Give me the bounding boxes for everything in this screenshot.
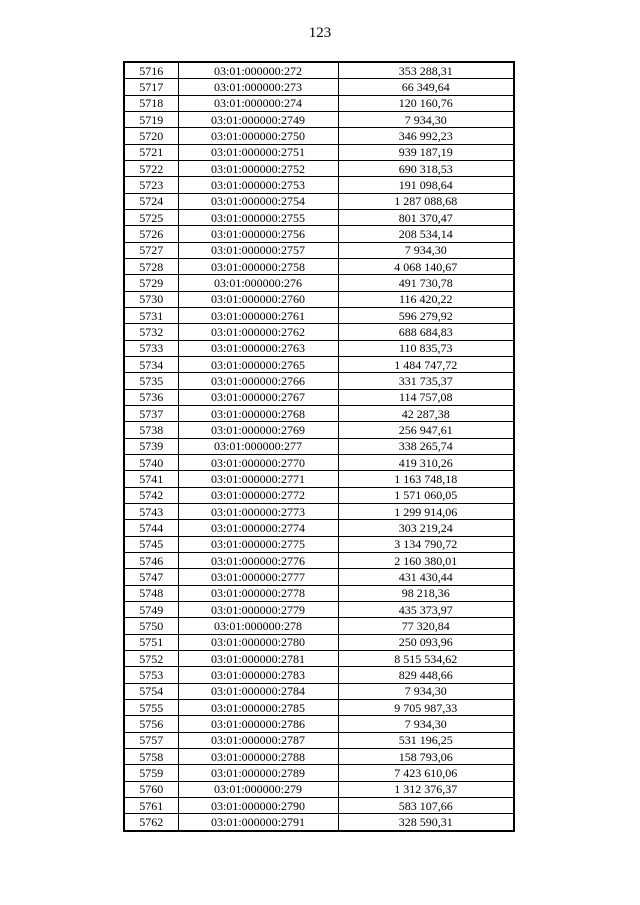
cell-cadastral-number: 03:01:000000:2769 [178,422,338,438]
cell-cadastral-number: 03:01:000000:2790 [178,797,338,813]
table-row [124,242,514,258]
table-row [124,765,514,781]
cell-cadastral-number: 03:01:000000:2761 [178,308,338,324]
cell-value: 9 705 987,33 [338,699,514,715]
table-row [124,536,514,552]
cell-value: 116 420,22 [338,291,514,307]
cell-value: 583 107,66 [338,797,514,813]
table-row [124,226,514,242]
cell-row-id: 5744 [124,520,178,536]
cell-cadastral-number: 03:01:000000:2778 [178,585,338,601]
cell-row-id: 5739 [124,438,178,454]
cell-cadastral-number: 03:01:000000:2783 [178,667,338,683]
cell-row-id: 5761 [124,797,178,813]
table-row [124,144,514,160]
cell-row-id: 5752 [124,650,178,666]
cell-value: 801 370,47 [338,210,514,226]
table-row [124,389,514,405]
cell-row-id: 5734 [124,357,178,373]
cell-cadastral-number: 03:01:000000:2786 [178,716,338,732]
cell-row-id: 5742 [124,487,178,503]
cell-value: 419 310,26 [338,455,514,471]
cell-cadastral-number: 03:01:000000:273 [178,79,338,95]
cell-row-id: 5729 [124,275,178,291]
cell-value: 346 992,23 [338,128,514,144]
cell-value: 4 068 140,67 [338,259,514,275]
cell-value: 1 287 088,68 [338,193,514,209]
table-row [124,683,514,699]
cell-value: 42 287,38 [338,406,514,422]
cell-row-id: 5719 [124,112,178,128]
cell-value: 353 288,31 [338,62,514,79]
table-row [124,79,514,95]
cell-row-id: 5731 [124,308,178,324]
cell-row-id: 5726 [124,226,178,242]
cell-value: 491 730,78 [338,275,514,291]
cell-value: 191 098,64 [338,177,514,193]
cell-row-id: 5733 [124,340,178,356]
cell-row-id: 5737 [124,406,178,422]
cell-row-id: 5736 [124,389,178,405]
cell-value: 98 218,36 [338,585,514,601]
cell-value: 1 163 748,18 [338,471,514,487]
cell-cadastral-number: 03:01:000000:272 [178,62,338,79]
table-row [124,732,514,748]
cell-row-id: 5748 [124,585,178,601]
cell-cadastral-number: 03:01:000000:2789 [178,765,338,781]
cell-cadastral-number: 03:01:000000:2771 [178,471,338,487]
cell-cadastral-number: 03:01:000000:2750 [178,128,338,144]
cell-cadastral-number: 03:01:000000:2775 [178,536,338,552]
cell-value: 338 265,74 [338,438,514,454]
cell-cadastral-number: 03:01:000000:2768 [178,406,338,422]
cell-row-id: 5743 [124,503,178,519]
table-row [124,716,514,732]
cell-row-id: 5717 [124,79,178,95]
cell-value: 2 160 380,01 [338,552,514,568]
cell-row-id: 5746 [124,552,178,568]
cell-row-id: 5741 [124,471,178,487]
table-row [124,650,514,666]
cell-cadastral-number: 03:01:000000:2762 [178,324,338,340]
cell-value: 431 430,44 [338,569,514,585]
cell-row-id: 5740 [124,455,178,471]
cell-row-id: 5728 [124,259,178,275]
cell-value: 1 299 914,06 [338,503,514,519]
cell-row-id: 5751 [124,634,178,650]
table-row [124,340,514,356]
cell-row-id: 5724 [124,193,178,209]
cell-cadastral-number: 03:01:000000:276 [178,275,338,291]
cell-cadastral-number: 03:01:000000:2776 [178,552,338,568]
cell-cadastral-number: 03:01:000000:2772 [178,487,338,503]
cell-value: 120 160,76 [338,95,514,111]
table-row [124,487,514,503]
cell-cadastral-number: 03:01:000000:2770 [178,455,338,471]
cell-row-id: 5750 [124,618,178,634]
cell-row-id: 5749 [124,601,178,617]
cell-cadastral-number: 03:01:000000:2758 [178,259,338,275]
cell-value: 829 448,66 [338,667,514,683]
cell-value: 7 423 610,06 [338,765,514,781]
cell-value: 690 318,53 [338,161,514,177]
cell-row-id: 5722 [124,161,178,177]
table-row [124,95,514,111]
cell-row-id: 5716 [124,62,178,79]
cell-value: 596 279,92 [338,308,514,324]
cell-row-id: 5754 [124,683,178,699]
cell-value: 3 134 790,72 [338,536,514,552]
cell-cadastral-number: 03:01:000000:2785 [178,699,338,715]
table-row [124,112,514,128]
cell-cadastral-number: 03:01:000000:278 [178,618,338,634]
table-row [124,324,514,340]
cell-cadastral-number: 03:01:000000:2774 [178,520,338,536]
table-row [124,259,514,275]
cell-value: 7 934,30 [338,112,514,128]
cell-value: 435 373,97 [338,601,514,617]
cell-cadastral-number: 03:01:000000:2756 [178,226,338,242]
table-row [124,634,514,650]
table-row [124,552,514,568]
cell-row-id: 5730 [124,291,178,307]
cell-row-id: 5732 [124,324,178,340]
table-row [124,62,514,79]
cell-value: 939 187,19 [338,144,514,160]
cell-row-id: 5757 [124,732,178,748]
cell-cadastral-number: 03:01:000000:2757 [178,242,338,258]
cell-value: 328 590,31 [338,814,514,831]
table-row [124,520,514,536]
table-row [124,601,514,617]
cell-value: 7 934,30 [338,242,514,258]
cell-row-id: 5759 [124,765,178,781]
cell-row-id: 5745 [124,536,178,552]
cell-value: 7 934,30 [338,716,514,732]
cell-cadastral-number: 03:01:000000:2773 [178,503,338,519]
table-row [124,503,514,519]
cell-value: 114 757,08 [338,389,514,405]
cell-cadastral-number: 03:01:000000:2755 [178,210,338,226]
cell-row-id: 5718 [124,95,178,111]
cell-cadastral-number: 03:01:000000:2777 [178,569,338,585]
cell-value: 208 534,14 [338,226,514,242]
table-row [124,210,514,226]
cell-cadastral-number: 03:01:000000:2753 [178,177,338,193]
table-row [124,455,514,471]
table-row [124,373,514,389]
cell-value: 688 684,83 [338,324,514,340]
table-row [124,177,514,193]
table-row [124,569,514,585]
cell-row-id: 5762 [124,814,178,831]
cell-value: 250 093,96 [338,634,514,650]
data-table [123,61,515,832]
table-row [124,781,514,797]
cell-value: 110 835,73 [338,340,514,356]
table-row [124,422,514,438]
cell-cadastral-number: 03:01:000000:2766 [178,373,338,389]
cell-value: 331 735,37 [338,373,514,389]
cell-cadastral-number: 03:01:000000:274 [178,95,338,111]
table-row [124,275,514,291]
table-row [124,814,514,831]
cell-value: 1 312 376,37 [338,781,514,797]
cell-value: 8 515 534,62 [338,650,514,666]
cell-value: 7 934,30 [338,683,514,699]
cell-row-id: 5735 [124,373,178,389]
cell-cadastral-number: 03:01:000000:2763 [178,340,338,356]
cell-cadastral-number: 03:01:000000:2754 [178,193,338,209]
table-row [124,438,514,454]
cell-cadastral-number: 03:01:000000:2760 [178,291,338,307]
cell-cadastral-number: 03:01:000000:2749 [178,112,338,128]
table-row [124,471,514,487]
cell-cadastral-number: 03:01:000000:2784 [178,683,338,699]
cell-cadastral-number: 03:01:000000:2765 [178,357,338,373]
cell-cadastral-number: 03:01:000000:2787 [178,732,338,748]
cell-row-id: 5721 [124,144,178,160]
cell-cadastral-number: 03:01:000000:279 [178,781,338,797]
cell-row-id: 5756 [124,716,178,732]
table-row [124,748,514,764]
table-row [124,161,514,177]
cell-value: 77 320,84 [338,618,514,634]
data-table-body [124,62,514,831]
table-row [124,308,514,324]
cell-value: 1 484 747,72 [338,357,514,373]
cell-cadastral-number: 03:01:000000:2788 [178,748,338,764]
cell-cadastral-number: 03:01:000000:2781 [178,650,338,666]
cell-cadastral-number: 03:01:000000:277 [178,438,338,454]
cell-row-id: 5727 [124,242,178,258]
table-row [124,406,514,422]
cell-value: 66 349,64 [338,79,514,95]
cell-value: 303 219,24 [338,520,514,536]
cell-value: 158 793,06 [338,748,514,764]
cell-row-id: 5747 [124,569,178,585]
cell-row-id: 5720 [124,128,178,144]
cell-value: 1 571 060,05 [338,487,514,503]
page-number: 123 [308,25,332,41]
cell-row-id: 5725 [124,210,178,226]
table-row [124,193,514,209]
cell-cadastral-number: 03:01:000000:2791 [178,814,338,831]
cell-cadastral-number: 03:01:000000:2780 [178,634,338,650]
cell-row-id: 5753 [124,667,178,683]
cell-cadastral-number: 03:01:000000:2752 [178,161,338,177]
table-row [124,797,514,813]
table-row [124,699,514,715]
table-row [124,128,514,144]
table-row [124,291,514,307]
cell-value: 531 196,25 [338,732,514,748]
cell-cadastral-number: 03:01:000000:2779 [178,601,338,617]
cell-cadastral-number: 03:01:000000:2767 [178,389,338,405]
table-row [124,585,514,601]
cell-row-id: 5758 [124,748,178,764]
table-row [124,357,514,373]
cell-row-id: 5723 [124,177,178,193]
cell-value: 256 947,61 [338,422,514,438]
table-row [124,618,514,634]
cell-row-id: 5760 [124,781,178,797]
cell-row-id: 5738 [124,422,178,438]
cell-row-id: 5755 [124,699,178,715]
table-row [124,667,514,683]
cell-cadastral-number: 03:01:000000:2751 [178,144,338,160]
